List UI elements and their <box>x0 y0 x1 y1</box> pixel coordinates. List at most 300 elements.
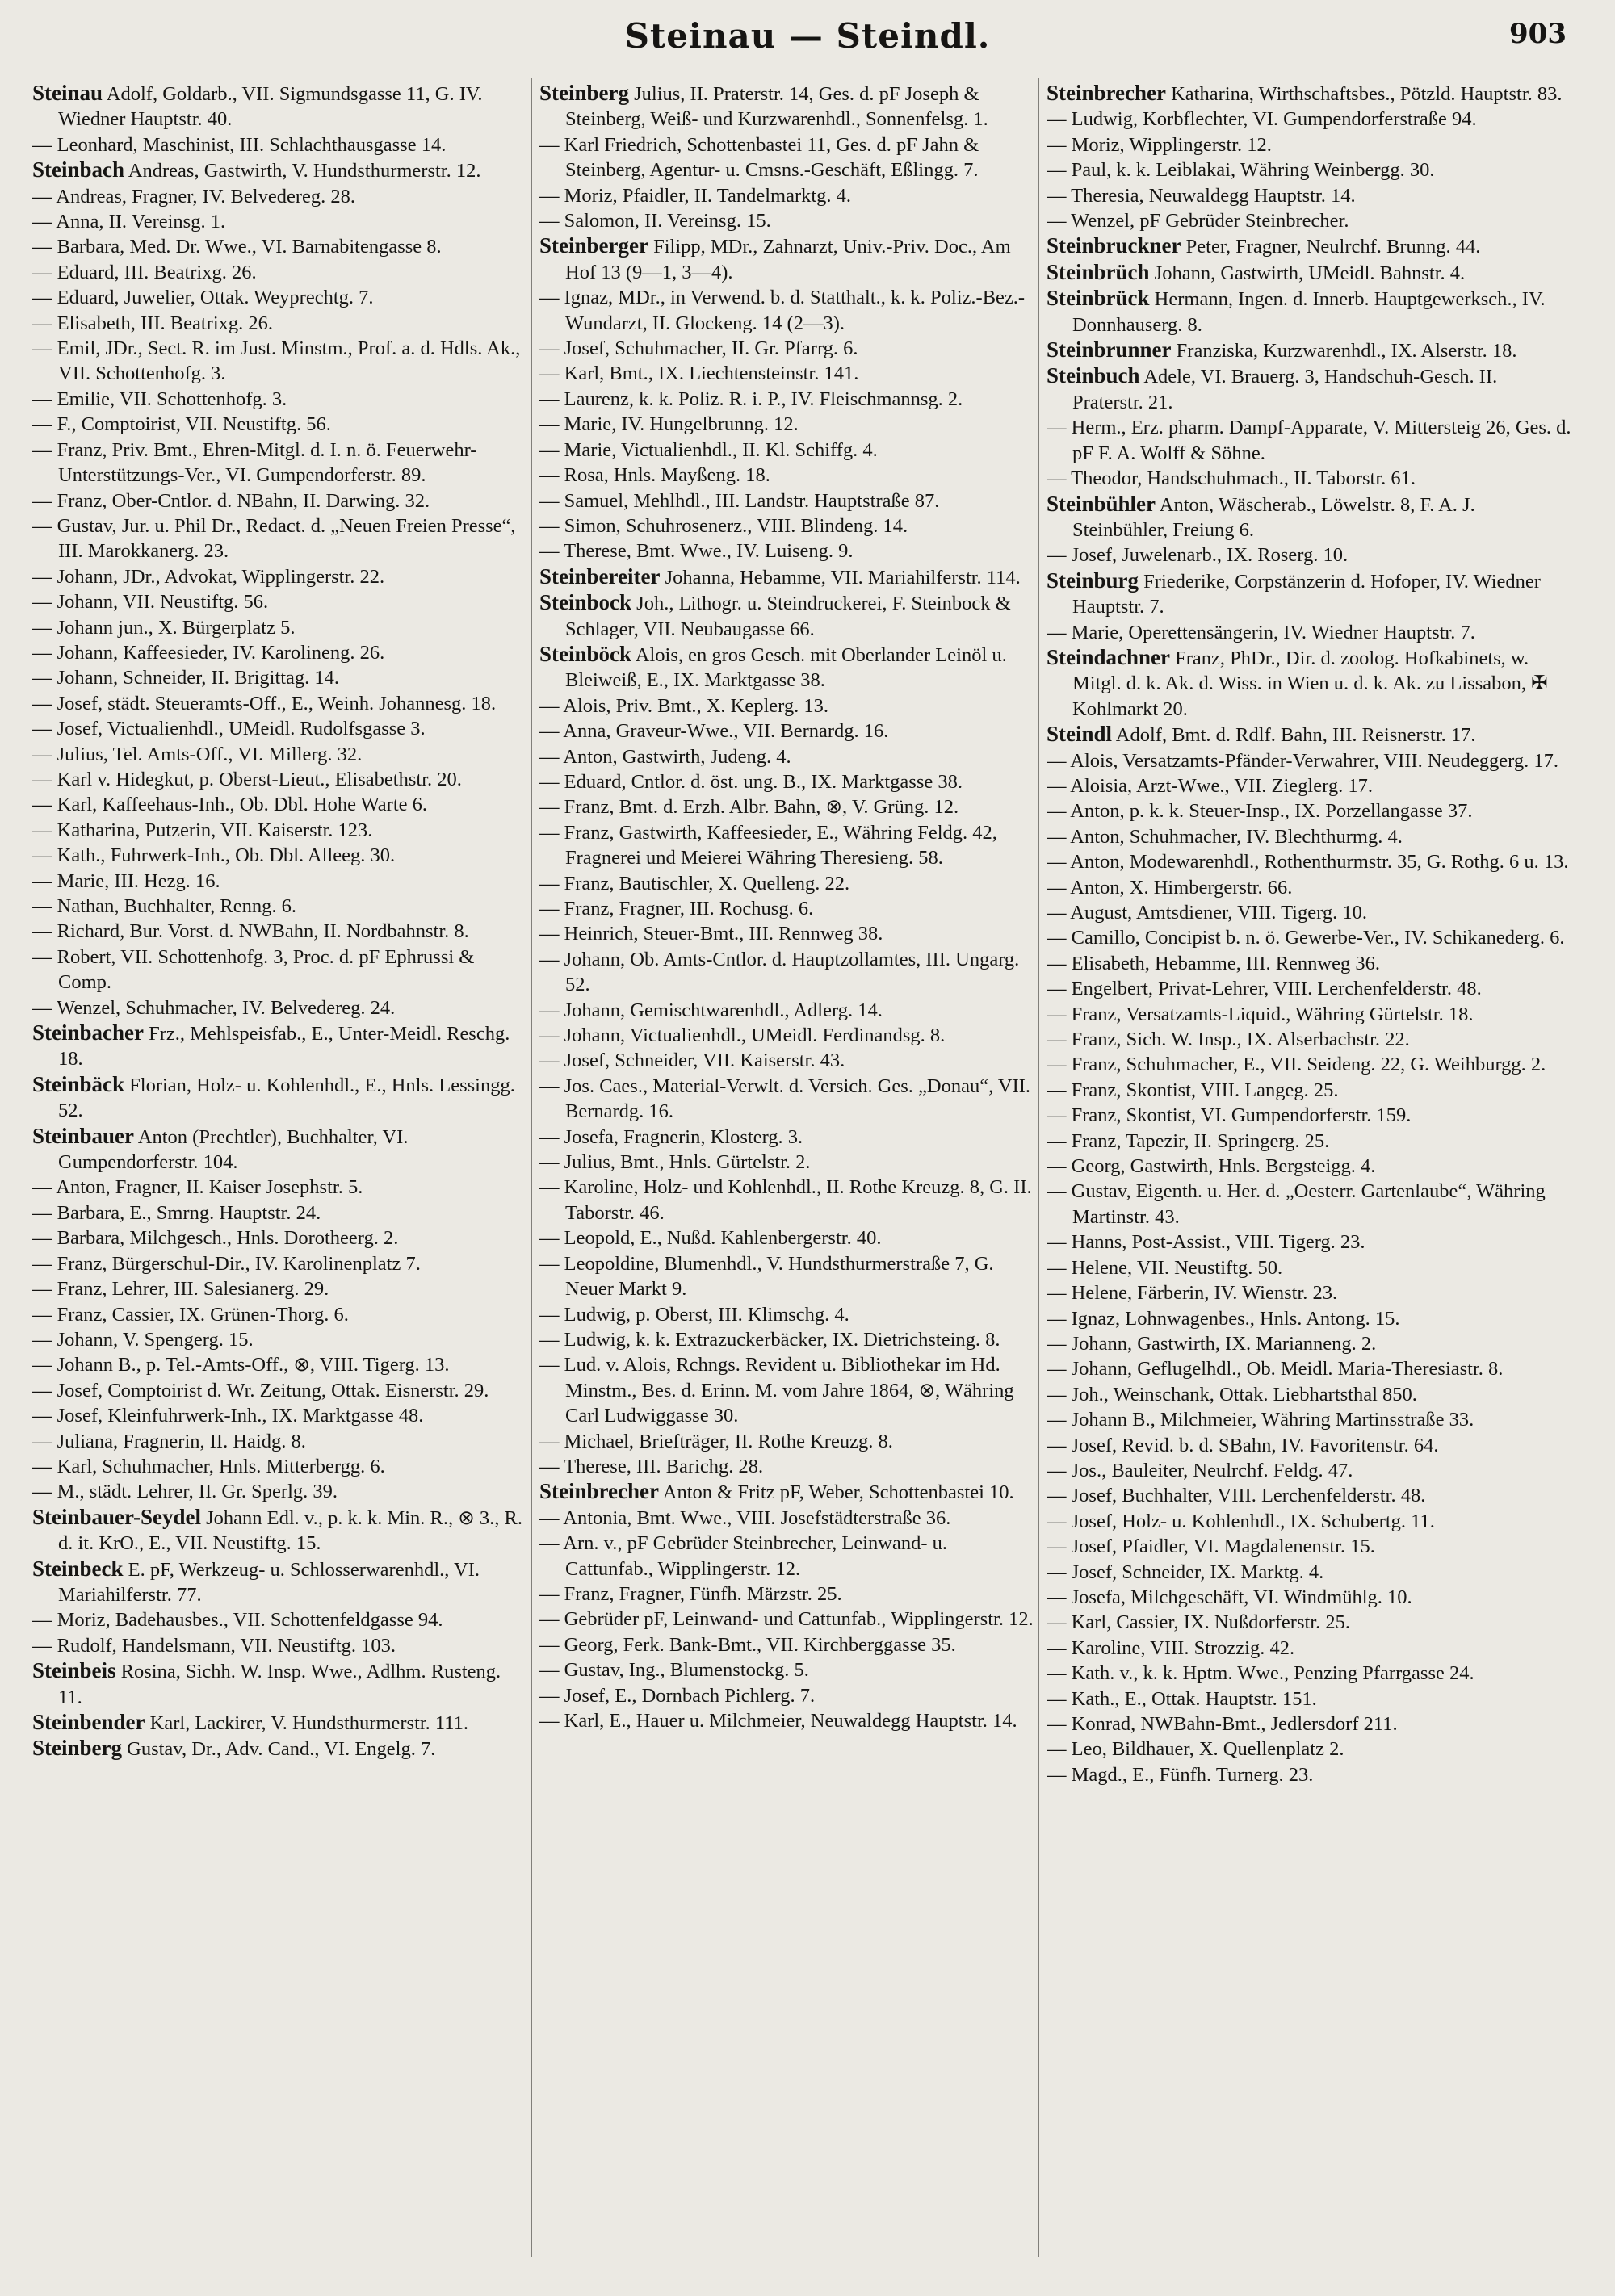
entry-text: Johanna, Hebamme, VII. Mariahilferstr. 114. <box>660 566 1021 589</box>
surname-heading: Steinau <box>32 81 103 105</box>
entry-text: — Emilie, VII. Schottenhofg. 3. <box>32 388 287 410</box>
directory-entry <box>32 132 526 157</box>
directory-entry <box>1047 1636 1571 1661</box>
entry-text: — Laurenz, k. k. Poliz. R. i. P., IV. Fleischmannsg. 2. <box>539 388 963 410</box>
directory-entry <box>1047 1179 1571 1230</box>
directory-entry <box>1047 1154 1571 1179</box>
entry-text: — Karl, Kaffeehaus-Inh., Ob. Dbl. Hohe Warte 6. <box>32 794 428 816</box>
directory-entry <box>32 615 526 640</box>
entry-text: — Anton, p. k. k. Steuer-Insp., IX. Porzellangasse 37. <box>1047 800 1473 823</box>
entry-text: — Eduard, Juwelier, Ottak. Weyprechtg. 7. <box>32 287 374 309</box>
page-header <box>0 11 1615 68</box>
entry-text: — Anton, Fragner, II. Kaiser Josephstr. 5. <box>32 1176 363 1199</box>
entry-text: — Heinrich, Steuer-Bmt., III. Rennweg 38. <box>539 923 883 945</box>
entry-text: — Johann, Ob. Amts-Cntlor. d. Hauptzollamtes, III. Ungarg. 52. <box>539 948 1020 996</box>
directory-entry <box>32 438 526 488</box>
directory-entry <box>539 693 1034 719</box>
directory-entry <box>539 1454 1034 1479</box>
directory-entry <box>539 719 1034 744</box>
directory-entry <box>32 1736 526 1762</box>
entry-text: — Franz, Tapezir, II. Springerg. 25. <box>1047 1129 1330 1152</box>
entry-text: — Hanns, Post-Assist., VIII. Tigerg. 23. <box>1047 1231 1365 1254</box>
surname-heading: Steinbrück <box>1047 286 1150 311</box>
entry-text: — Anton, Schuhmacher, IV. Blechthurmg. 4. <box>1047 825 1403 848</box>
entry-text: — Theresia, Neuwaldegg Hauptstr. 14. <box>1047 184 1356 207</box>
directory-entry <box>1047 1103 1571 1128</box>
directory-entry <box>32 818 526 843</box>
entry-text: — Gustav, Jur. u. Phil Dr., Redact. d. „Neuen Freien Presse“, III. Marokkanerg. 23. <box>32 514 516 563</box>
directory-entry <box>539 1506 1034 1531</box>
directory-entry <box>1047 183 1571 208</box>
directory-entry <box>1047 1560 1571 1585</box>
directory-entry <box>32 184 526 209</box>
entry-text: — Eduard, III. Beatrixg. 26. <box>32 261 257 283</box>
entry-text: Andreas, Gastwirth, V. Hundsthurmerstr. 12. <box>124 160 481 182</box>
directory-entry <box>1047 415 1571 466</box>
directory-entry <box>539 183 1034 208</box>
directory-entry <box>1047 1129 1571 1154</box>
entry-text: — Paul, k. k. Leiblakai, Währing Weinbergg. 30. <box>1047 159 1435 182</box>
surname-heading: Steindl <box>1047 722 1113 747</box>
entry-text: Johann, Gastwirth, UMeidl. Bahnstr. 4. <box>1149 262 1466 284</box>
surname-heading: Steinberg <box>539 81 629 105</box>
entry-text: — Johann, Gemischtwarenhdl., Adlerg. 14. <box>539 999 883 1021</box>
surname-heading: Steinbrunner <box>1047 337 1172 362</box>
entry-text: — Marie, IV. Hungelbrunng. 12. <box>539 413 799 436</box>
directory-entry <box>32 157 526 183</box>
directory-entry <box>1047 1483 1571 1508</box>
directory-entry <box>1047 951 1571 976</box>
entry-text: — Marie, III. Hezg. 16. <box>32 869 220 892</box>
directory-entry <box>1047 748 1571 773</box>
entry-text: — Rudolf, Handelsmann, VII. Neustiftg. 103. <box>32 1634 396 1657</box>
directory-entry <box>1047 157 1571 182</box>
directory-entry <box>1047 798 1571 823</box>
directory-entry <box>1047 976 1571 1001</box>
entry-text: — Franz, Fragner, Fünfh. Märzstr. 25. <box>539 1582 842 1605</box>
directory-entry <box>1047 1002 1571 1027</box>
entry-text: — Karl, Cassier, IX. Nußdorferstr. 25. <box>1047 1611 1350 1634</box>
entry-text: — Josefa, Fragnerin, Klosterg. 3. <box>539 1125 803 1148</box>
directory-entry <box>1047 1078 1571 1103</box>
entry-text: — Therese, Bmt. Wwe., IV. Luiseng. 9. <box>539 540 854 563</box>
entry-text: — Emil, JDr., Sect. R. im Just. Minstm., Prof. a. d. Hdls. Ak., VII. Schottenhofg. 3. <box>32 337 521 385</box>
entry-text: Florian, Holz- u. Kohlenhdl., E., Hnls. Lessingg. 52. <box>58 1074 515 1122</box>
entry-text: — Helene, Färberin, IV. Wienstr. 23. <box>1047 1282 1338 1305</box>
entry-text: — Eduard, Cntlor. d. öst. ung. B., IX. Marktgasse 38. <box>539 770 963 793</box>
directory-entry <box>539 233 1034 285</box>
directory-entry <box>32 589 526 614</box>
entry-text: — August, Amtsdiener, VIII. Tigerg. 10. <box>1047 902 1367 924</box>
directory-entry <box>1047 1762 1571 1787</box>
entry-text: — Kath. v., k. k. Hptm. Wwe., Penzing Pfarrgasse 24. <box>1047 1662 1474 1685</box>
directory-entry <box>32 1226 526 1251</box>
surname-heading: Steinböck <box>539 641 632 666</box>
directory-entry <box>539 208 1034 233</box>
entry-text: — Karl, Schuhmacher, Hnls. Mitterbergg. 6. <box>32 1455 385 1477</box>
directory-entry <box>1047 722 1571 748</box>
entry-text: — Leopold, E., Nußd. Kahlenbergerstr. 40. <box>539 1227 882 1250</box>
entry-text: — Aloisia, Arzt-Wwe., VII. Zieglerg. 17. <box>1047 774 1373 797</box>
directory-entry <box>539 1607 1034 1632</box>
directory-entry <box>32 387 526 412</box>
directory-entry <box>32 716 526 741</box>
directory-entry <box>32 1352 526 1377</box>
entry-text: — Karl, E., Hauer u. Milchmeier, Neuwaldegg Hauptstr. 14. <box>539 1710 1017 1732</box>
directory-entry <box>1047 208 1571 233</box>
entry-text: Julius, II. Praterstr. 14, Ges. d. pF Joseph & Steinberg, Weiß- und Kurzwarenhdl., Sonnenfelsg. 1. <box>565 83 988 131</box>
entry-text: — Wenzel, Schuhmacher, IV. Belvedereg. 24. <box>32 996 396 1019</box>
entry-text: — Konrad, NWBahn-Bmt., Jedlersdorf 211. <box>1047 1713 1398 1735</box>
entry-text: — Marie, Victualienhdl., II. Kl. Schiffg. 4. <box>539 438 878 461</box>
directory-entry <box>32 742 526 767</box>
directory-entry <box>1047 645 1571 722</box>
entry-text: — Engelbert, Privat-Lehrer, VIII. Lerchenfelderstr. 48. <box>1047 978 1482 1000</box>
entry-text: — Moriz, Pfaidler, II. Tandelmarktg. 4. <box>539 184 852 207</box>
entry-text: — Simon, Schuhrosenerz., VIII. Blindeng. 14. <box>539 514 908 537</box>
entry-text: — Samuel, Mehlhdl., III. Landstr. Hauptstraße 87. <box>539 489 940 512</box>
directory-entry <box>539 590 1034 642</box>
entry-text: — Herm., Erz. pharm. Dampf-Apparate, V. Mittersteig 26, Ges. d. pF F. A. Wolff & Söhne. <box>1047 417 1571 464</box>
directory-entry <box>32 1633 526 1658</box>
directory-entry <box>1047 1661 1571 1686</box>
entry-text: Filipp, MDr., Zahnarzt, Univ.-Priv. Doc., Am Hof 13 (9—1, 3—4). <box>565 236 1011 283</box>
directory-entry <box>32 1429 526 1454</box>
entry-text: Adolf, Bmt. d. Rdlf. Bahn, III. Reisnerstr. 17. <box>1112 724 1476 747</box>
directory-entry <box>1047 568 1571 620</box>
directory-entry <box>1047 1306 1571 1331</box>
directory-entry <box>1047 824 1571 849</box>
directory-entry <box>1047 492 1571 543</box>
directory-entry <box>32 1454 526 1479</box>
surname-heading: Steinbereiter <box>539 564 661 589</box>
entry-text: — Josef, städt. Steueramts-Off., E., Weinh. Johannesg. 18. <box>32 692 497 714</box>
entry-text: — Wenzel, pF Gebrüder Steinbrecher. <box>1047 210 1349 233</box>
entry-text: — Alois, Versatzamts-Pfänder-Verwahrer, VIII. Neudeggerg. 17. <box>1047 749 1558 772</box>
directory-entry <box>1047 466 1571 491</box>
directory-entry <box>539 1023 1034 1048</box>
entry-text: Rosina, Sichh. W. Insp. Wwe., Adlhm. Rusteng. 11. <box>58 1661 501 1708</box>
entry-text: — Lud. v. Alois, Rchngs. Revident u. Bibliothekar im Hd. Minstm., Bes. d. Erinn. M. vom Jahre 1864, ⊗, Währing Carl Ludwiggasse 30. <box>539 1354 1014 1427</box>
column-1 <box>32 81 526 2289</box>
entry-text: — Gustav, Ing., Blumenstockg. 5. <box>539 1659 809 1682</box>
entry-text: — Josef, Victualienhdl., UMeidl. Rudolfsgasse 3. <box>32 718 426 740</box>
entry-text: — Michael, Briefträger, II. Rothe Kreuzg. 8. <box>539 1430 893 1452</box>
entry-text: — Moriz, Wipplingerstr. 12. <box>1047 133 1272 156</box>
entry-text: — Robert, VII. Schottenhofg. 3, Proc. d. pF Ephrussi & Comp. <box>32 945 475 994</box>
directory-entry <box>539 947 1034 998</box>
directory-entry <box>1047 1407 1571 1432</box>
column-3 <box>1047 81 1571 2289</box>
directory-entry <box>1047 925 1571 950</box>
entry-text: Joh., Lithogr. u. Steindruckerei, F. Steinbock & Schlager, VII. Neubaugasse 66. <box>565 593 1011 640</box>
surname-heading: Steindachner <box>1047 644 1171 669</box>
entry-text: Anton & Fritz pF, Weber, Schottenbastei 10. <box>658 1481 1014 1504</box>
surname-heading: Steinbühler <box>1047 491 1156 516</box>
entry-text: — Johann, Gastwirth, IX. Marianneng. 2. <box>1047 1332 1377 1355</box>
entry-text: Alois, en gros Gesch. mit Oberlander Leinöl u. Bleiweiß, E., IX. Marktgasse 38. <box>565 643 1007 692</box>
directory-entry <box>539 132 1034 183</box>
entry-text: — Moriz, Badehausbes., VII. Schottenfeldgasse 94. <box>32 1609 443 1632</box>
entry-text: — Rosa, Hnls. Mayßeng. 18. <box>539 464 770 487</box>
entry-text: — Karl, Bmt., IX. Liechtensteinstr. 141. <box>539 362 859 385</box>
directory-entry <box>539 896 1034 921</box>
directory-entry <box>1047 1382 1571 1407</box>
surname-heading: Steinbrüch <box>1047 259 1150 284</box>
entry-text: — Marie, Operettensängerin, IV. Wiedner Hauptstr. 7. <box>1047 621 1475 643</box>
directory-entry <box>539 871 1034 896</box>
entry-text: Karl, Lackirer, V. Hundsthurmerstr. 111. <box>145 1712 468 1734</box>
directory-entry <box>32 1505 526 1557</box>
directory-entry <box>1047 1712 1571 1737</box>
surname-heading: Steinbuch <box>1047 363 1140 388</box>
entry-text: Gustav, Dr., Adv. Cand., VI. Engelg. 7. <box>122 1738 436 1761</box>
entry-text: — Joh., Weinschank, Ottak. Liebhartsthal 850. <box>1047 1383 1417 1406</box>
surname-heading: Steinbeis <box>32 1658 116 1683</box>
directory-entry <box>539 564 1034 590</box>
directory-entry <box>32 1403 526 1428</box>
directory-entry <box>1047 1610 1571 1635</box>
entry-text: — Leo, Bildhauer, X. Quellenplatz 2. <box>1047 1738 1344 1761</box>
entry-text: — Josef, Juwelenarb., IX. Roserg. 10. <box>1047 544 1349 567</box>
directory-entry <box>539 81 1034 132</box>
directory-entry <box>1047 1331 1571 1356</box>
surname-heading: Steinbach <box>32 157 125 182</box>
entry-text: — Anna, II. Vereinsg. 1. <box>32 211 226 233</box>
entry-text: — Karoline, Holz- und Kohlenhdl., II. Rothe Kreuzg. 8, G. II. Taborstr. 46. <box>539 1176 1032 1224</box>
directory-entry <box>32 1251 526 1276</box>
entry-text: — Nathan, Buchhalter, Renng. 6. <box>32 895 296 917</box>
directory-entry <box>539 642 1034 693</box>
entry-text: — Franz, Bmt. d. Erzh. Albr. Bahn, ⊗, V. Grüng. 12. <box>539 796 959 819</box>
directory-entry <box>32 336 526 387</box>
entry-text: — Katharina, Putzerin, VII. Kaiserstr. 123. <box>32 819 373 841</box>
directory-entry <box>32 995 526 1020</box>
entry-text: — Anton, X. Himbergerstr. 66. <box>1047 876 1293 899</box>
entry-text: — Josef, Kleinfuhrwerk-Inh., IX. Marktgasse 48. <box>32 1405 424 1427</box>
entry-text: — Andreas, Fragner, IV. Belvedereg. 28. <box>32 185 355 207</box>
directory-entry <box>539 1175 1034 1226</box>
entry-text: Frz., Mehlspeisfab., E., Unter-Meidl. Reschg. 18. <box>58 1023 510 1070</box>
directory-entry <box>539 336 1034 361</box>
entry-text: — Franz, Schuhmacher, E., VII. Seideng. 22, G. Weihburgg. 2. <box>1047 1054 1546 1076</box>
entry-text: Adele, VI. Brauerg. 3, Handschuh-Gesch. II. Praterstr. 21. <box>1072 366 1498 413</box>
directory-entry <box>32 767 526 792</box>
entry-text: — Franz, Bürgerschul-Dir., IV. Karolinenplatz 7. <box>32 1252 421 1275</box>
entry-text: — Franz, Skontist, VIII. Langeg. 25. <box>1047 1079 1339 1101</box>
directory-entry <box>1047 260 1571 286</box>
entry-text: — Josef, Holz- u. Kohlenhdl., IX. Schubertg. 11. <box>1047 1510 1435 1532</box>
directory-entry <box>32 1710 526 1736</box>
entry-text: Johann Edl. v., p. k. k. Min. R., ⊗ 3., R. d. it. KrO., E., VII. Neustiftg. 15. <box>58 1506 523 1555</box>
directory-entry <box>32 1607 526 1632</box>
directory-entry <box>539 1352 1034 1428</box>
directory-entry <box>32 564 526 589</box>
directory-entry <box>32 1658 526 1710</box>
directory-entry <box>539 463 1034 488</box>
directory-entry <box>539 488 1034 513</box>
directory-entry <box>539 1150 1034 1175</box>
directory-entry <box>539 1251 1034 1302</box>
directory-entry <box>539 412 1034 437</box>
entry-text: — Johann, JDr., Advokat, Wipplingerstr. 22. <box>32 565 385 588</box>
entry-text: — M., städt. Lehrer, II. Gr. Sperlg. 39. <box>32 1481 338 1503</box>
directory-entry <box>539 1479 1034 1505</box>
entry-text: — Josef, Buchhalter, VIII. Lerchenfelderstr. 48. <box>1047 1485 1426 1507</box>
entry-text: — Leopoldine, Blumenhdl., V. Hundsthurmerstraße 7, G. Neuer Markt 9. <box>539 1252 994 1301</box>
entry-text: — Franz, Lehrer, III. Salesianerg. 29. <box>32 1278 329 1301</box>
directory-entry <box>539 769 1034 794</box>
directory-entry <box>1047 1052 1571 1077</box>
column-divider <box>1038 78 1039 2257</box>
directory-entry <box>32 1276 526 1301</box>
directory-entry <box>1047 543 1571 568</box>
surname-heading: Steinbruckner <box>1047 233 1181 258</box>
directory-entry <box>32 209 526 234</box>
surname-heading: Steinbrecher <box>1047 81 1166 105</box>
entry-text: — Johann, Kaffeesieder, IV. Karolineng. 26. <box>32 641 385 664</box>
directory-entry <box>1047 1255 1571 1280</box>
entry-text: — Barbara, Milchgesch., Hnls. Dorotheerg. 2. <box>32 1227 399 1250</box>
running-title: Steinau — Steindl. <box>624 16 991 56</box>
directory-entry <box>32 1020 526 1072</box>
entry-text: — Alois, Priv. Bmt., X. Keplerg. 13. <box>539 694 828 717</box>
directory-entry <box>1047 233 1571 259</box>
directory-entry <box>539 820 1034 871</box>
directory-entry <box>1047 286 1571 337</box>
entry-text: — Johann, Schneider, II. Brigittag. 14. <box>32 667 340 689</box>
entry-text: — Richard, Bur. Vorst. d. NWBahn, II. Nordbahnstr. 8. <box>32 920 469 943</box>
directory-entry <box>32 234 526 259</box>
directory-entry <box>32 1175 526 1200</box>
surname-heading: Steinbock <box>539 590 632 615</box>
entry-text: — Josef, E., Dornbach Pichlerg. 7. <box>539 1684 816 1707</box>
entry-text: — Arn. v., pF Gebrüder Steinbrecher, Leinwand- u. Cattunfab., Wipplingerstr. 12. <box>539 1532 947 1580</box>
entry-text: — Julius, Tel. Amts-Off., VI. Millerg. 32. <box>32 743 363 765</box>
directory-entry <box>1047 363 1571 415</box>
entry-text: — Franz, Cassier, IX. Grünen-Thorg. 6. <box>32 1303 349 1326</box>
entry-text: — Magd., E., Fünfh. Turnerg. 23. <box>1047 1763 1314 1786</box>
directory-entry <box>539 921 1034 946</box>
surname-heading: Steinburg <box>1047 568 1139 593</box>
entry-text: — Camillo, Concipist b. n. ö. Gewerbe-Ver., IV. Schikanederg. 6. <box>1047 927 1565 949</box>
directory-entry <box>32 1072 526 1124</box>
directory-entry <box>1047 132 1571 157</box>
surname-heading: Steinbauer <box>32 1123 135 1148</box>
surname-heading: Steinbäck <box>32 1071 125 1096</box>
entry-text: — Leonhard, Maschinist, III. Schlachthausgasse 14. <box>32 133 447 156</box>
directory-entry <box>539 361 1034 386</box>
directory-entry <box>1047 1686 1571 1712</box>
entry-text: — Johann jun., X. Bürgerplatz 5. <box>32 616 296 639</box>
directory-entry <box>539 1429 1034 1454</box>
directory-entry <box>32 792 526 817</box>
directory-entry <box>1047 1585 1571 1610</box>
directory-entry <box>539 285 1034 336</box>
directory-entry <box>539 794 1034 819</box>
entry-text: — Josef, Comptoirist d. Wr. Zeitung, Ottak. Eisnerstr. 29. <box>32 1379 489 1401</box>
entry-text: — Franz, Gastwirth, Kaffeesieder, E., Währing Feldg. 42, Fragnerei und Meierei Währing Theresieng. 58. <box>539 821 997 869</box>
directory-entry <box>539 438 1034 463</box>
entry-text: Franziska, Kurzwarenhdl., IX. Alserstr. 18. <box>1171 340 1517 362</box>
entry-text: — Kath., E., Ottak. Hauptstr. 151. <box>1047 1687 1317 1710</box>
entry-text: Anton, Wäscherab., Löwelstr. 8, F. A. J. Steinbühler, Freiung 6. <box>1072 493 1475 541</box>
entry-text: — Salomon, II. Vereinsg. 15. <box>539 210 771 233</box>
directory-entry <box>539 744 1034 769</box>
directory-entry <box>32 1302 526 1327</box>
directory-entry <box>1047 1433 1571 1458</box>
entry-text: — Johann B., p. Tel.-Amts-Off., ⊗, VIII. Tigerg. 13. <box>32 1354 450 1376</box>
directory-entry <box>1047 849 1571 874</box>
surname-heading: Steinberg <box>32 1736 122 1761</box>
directory-entry <box>32 412 526 437</box>
directory-entry <box>1047 337 1571 363</box>
entry-text: E. pF, Werkzeug- u. Schlosserwarenhdl., VI. Mariahilferstr. 77. <box>58 1558 480 1606</box>
entry-text: — Gebrüder pF, Leinwand- und Cattunfab., Wipplingerstr. 12. <box>539 1608 1034 1631</box>
directory-entry <box>1047 1737 1571 1762</box>
entry-text: Franz, PhDr., Dir. d. zoolog. Hofkabinets, w. Mitgl. d. k. Ak. d. Wiss. in Wien u. d. k. Ak. zu Lissabon, ✠ Kohlmarkt 20. <box>1072 647 1548 720</box>
directory-entry <box>1047 1027 1571 1052</box>
directory-entry <box>1047 1230 1571 1255</box>
column-divider <box>531 78 532 2257</box>
entry-text: — Ignaz, MDr., in Verwend. b. d. Statthalt., k. k. Poliz.-Bez.-Wundarzt, II. Glockeng. 14 (2—3). <box>539 287 1026 334</box>
entry-text: — Theodor, Handschuhmach., II. Taborstr. 61. <box>1047 467 1416 490</box>
entry-text: — Anna, Graveur-Wwe., VII. Bernardg. 16. <box>539 720 889 743</box>
directory-entry <box>32 260 526 285</box>
directory-entry <box>32 1557 526 1608</box>
directory-entry <box>1047 773 1571 798</box>
entry-text: — Franz, Ober-Cntlor. d. NBahn, II. Darwing. 32. <box>32 489 430 512</box>
entry-text: — Elisabeth, III. Beatrixg. 26. <box>32 312 274 334</box>
entry-text: — Georg, Ferk. Bank-Bmt., VII. Kirchberggasse 35. <box>539 1633 956 1656</box>
directory-entry <box>32 1378 526 1403</box>
directory-entry <box>1047 1356 1571 1381</box>
directory-entry <box>1047 900 1571 925</box>
entry-text: — Helene, VII. Neustiftg. 50. <box>1047 1256 1283 1279</box>
directory-entry <box>32 894 526 919</box>
directory-entry <box>32 285 526 310</box>
entry-text: — Ignaz, Lohnwagenbes., Hnls. Antong. 15. <box>1047 1307 1400 1330</box>
directory-entry <box>1047 875 1571 900</box>
entry-text: — Juliana, Fragnerin, II. Haidg. 8. <box>32 1430 306 1452</box>
entry-text: — F., Comptoirist, VII. Neustiftg. 56. <box>32 413 331 436</box>
entry-text: — Franz, Bautischler, X. Quelleng. 22. <box>539 872 850 895</box>
directory-entry <box>539 1125 1034 1150</box>
page-number: 903 <box>1509 18 1567 50</box>
directory-entry <box>539 1531 1034 1582</box>
surname-heading: Steinbender <box>32 1710 145 1734</box>
entry-text: — Josef, Schneider, VII. Kaiserstr. 43. <box>539 1050 845 1072</box>
directory-entry <box>32 843 526 868</box>
entry-text: — Josef, Pfaidler, VI. Magdalenenstr. 15. <box>1047 1536 1375 1558</box>
entry-text: — Franz, Priv. Bmt., Ehren-Mitgl. d. I. n. ö. Feuerwehr-Unterstützungs-Ver., VI. Gumpendorferstr. 89. <box>32 438 477 487</box>
entry-text: — Johann, VII. Neustiftg. 56. <box>32 591 269 614</box>
entry-text: — Franz, Skontist, VI. Gumpendorferstr. 159. <box>1047 1104 1412 1127</box>
entry-text: — Kath., Fuhrwerk-Inh., Ob. Dbl. Alleeg. 30. <box>32 844 396 867</box>
directory-entry <box>1047 1458 1571 1483</box>
directory-entry <box>32 1479 526 1504</box>
entry-text: — Antonia, Bmt. Wwe., VIII. Josefstädterstraße 36. <box>539 1506 951 1529</box>
directory-entry <box>539 1327 1034 1352</box>
surname-heading: Steinbrecher <box>539 1479 659 1504</box>
entry-text: Hermann, Ingen. d. Innerb. Hauptgewerksch., IV. Donnhauserg. 8. <box>1072 288 1546 336</box>
entry-text: — Ludwig, k. k. Extrazuckerbäcker, IX. Dietrichsteing. 8. <box>539 1328 1000 1351</box>
directory-entry <box>32 945 526 995</box>
directory-entry <box>539 1657 1034 1682</box>
entry-text: — Georg, Gastwirth, Hnls. Bergsteigg. 4. <box>1047 1155 1376 1178</box>
entry-text: — Karl v. Hidegkut, p. Oberst-Lieut., Elisabethstr. 20. <box>32 768 462 790</box>
directory-entry <box>1047 81 1571 107</box>
